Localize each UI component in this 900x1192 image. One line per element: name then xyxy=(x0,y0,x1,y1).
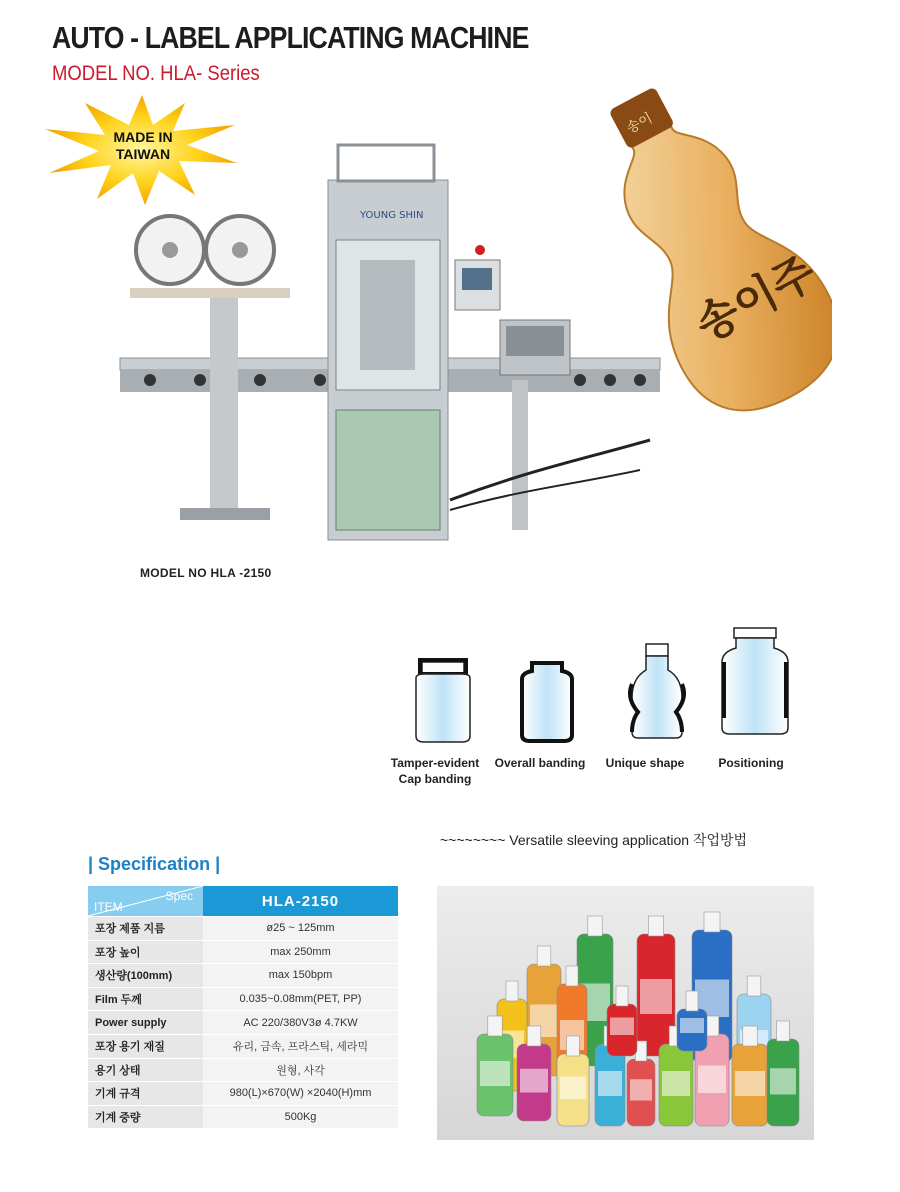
spec-row-label: Power supply xyxy=(88,1011,203,1035)
spec-row xyxy=(88,917,398,941)
spec-model-header-cell: HLA-2150 xyxy=(203,886,398,917)
spec-header-label: Spec xyxy=(165,889,193,903)
spec-row-value: max 250mm xyxy=(203,940,398,964)
bottle-brand-text: 송이주 xyxy=(687,246,825,352)
beverage-bottles-photo xyxy=(437,886,814,1140)
spec-row-label: 생산량(100mm) xyxy=(88,964,203,988)
spec-row-label: 포장 용기 재질 xyxy=(88,1034,203,1058)
spec-row-label: 기계 규격 xyxy=(88,1082,203,1106)
application-label-tamper-evident: Tamper-evident Cap banding xyxy=(390,756,480,786)
spec-row-value: 유리, 금속, 프라스틱, 세라믹 xyxy=(203,1034,398,1058)
page-title: AUTO - LABEL APPLICATING MACHINE xyxy=(52,20,529,55)
spec-row xyxy=(88,1058,398,1082)
unique-shape-bottle-icon xyxy=(620,640,694,750)
spec-row-value: 980(L)×670(W) ×2040(H)mm xyxy=(203,1082,398,1106)
spec-row xyxy=(88,940,398,964)
product-bottle-image xyxy=(596,78,832,430)
spec-row-label: 용기 상태 xyxy=(88,1058,203,1082)
spec-row-value: 500Kg xyxy=(203,1105,398,1129)
spec-row-label: 기계 중량 xyxy=(88,1105,203,1129)
spec-row xyxy=(88,987,398,1011)
spec-table-body xyxy=(88,917,398,1129)
spec-row-value: ø25 ~ 125mm xyxy=(203,917,398,941)
spec-row-label: 포장 제품 지름 xyxy=(88,917,203,941)
spec-row-label: 포장 높이 xyxy=(88,940,203,964)
spec-row-value: 0.035~0.08mm(PET, PP) xyxy=(203,987,398,1011)
badge-line-2: TAIWAN xyxy=(115,146,171,162)
model-series-subtitle: MODEL NO. HLA- Series xyxy=(52,62,260,85)
spec-row-label: Film 두께 xyxy=(88,987,203,1011)
machine-model-caption: MODEL NO HLA -2150 xyxy=(140,566,272,580)
spec-row xyxy=(88,1034,398,1058)
item-header-label: ITEM xyxy=(94,900,123,914)
spec-row-value: 원형, 사각 xyxy=(203,1058,398,1082)
spec-row xyxy=(88,1011,398,1035)
badge-line-1: MADE IN xyxy=(113,129,173,145)
application-label-positioning: Positioning xyxy=(718,756,784,770)
overall-banding-jar-icon xyxy=(510,655,584,765)
machine-brand-label: YOUNG SHIN xyxy=(360,210,424,221)
spec-row xyxy=(88,964,398,988)
spec-header-row xyxy=(88,886,398,917)
application-label-unique-shape: Unique shape xyxy=(605,756,685,770)
versatile-sleeving-caption: ~~~~~~~~ Versatile sleeving application 작업방법 xyxy=(440,832,748,848)
spec-row-value: AC 220/380V3ø 4.7KW xyxy=(203,1011,398,1035)
made-in-taiwan-text xyxy=(98,129,188,163)
spec-row-value: max 150bpm xyxy=(203,964,398,988)
spec-row xyxy=(88,1105,398,1129)
specification-table xyxy=(88,886,398,1129)
spec-item-header-cell xyxy=(88,886,203,917)
spec-row xyxy=(88,1082,398,1106)
svg-text:송이: 송이 xyxy=(623,110,656,138)
positioning-bottle-icon xyxy=(718,626,792,736)
specification-heading: | Specification | xyxy=(88,854,221,874)
tamper-evident-jar-icon xyxy=(406,648,480,758)
application-label-overall-banding: Overall banding xyxy=(494,756,586,770)
